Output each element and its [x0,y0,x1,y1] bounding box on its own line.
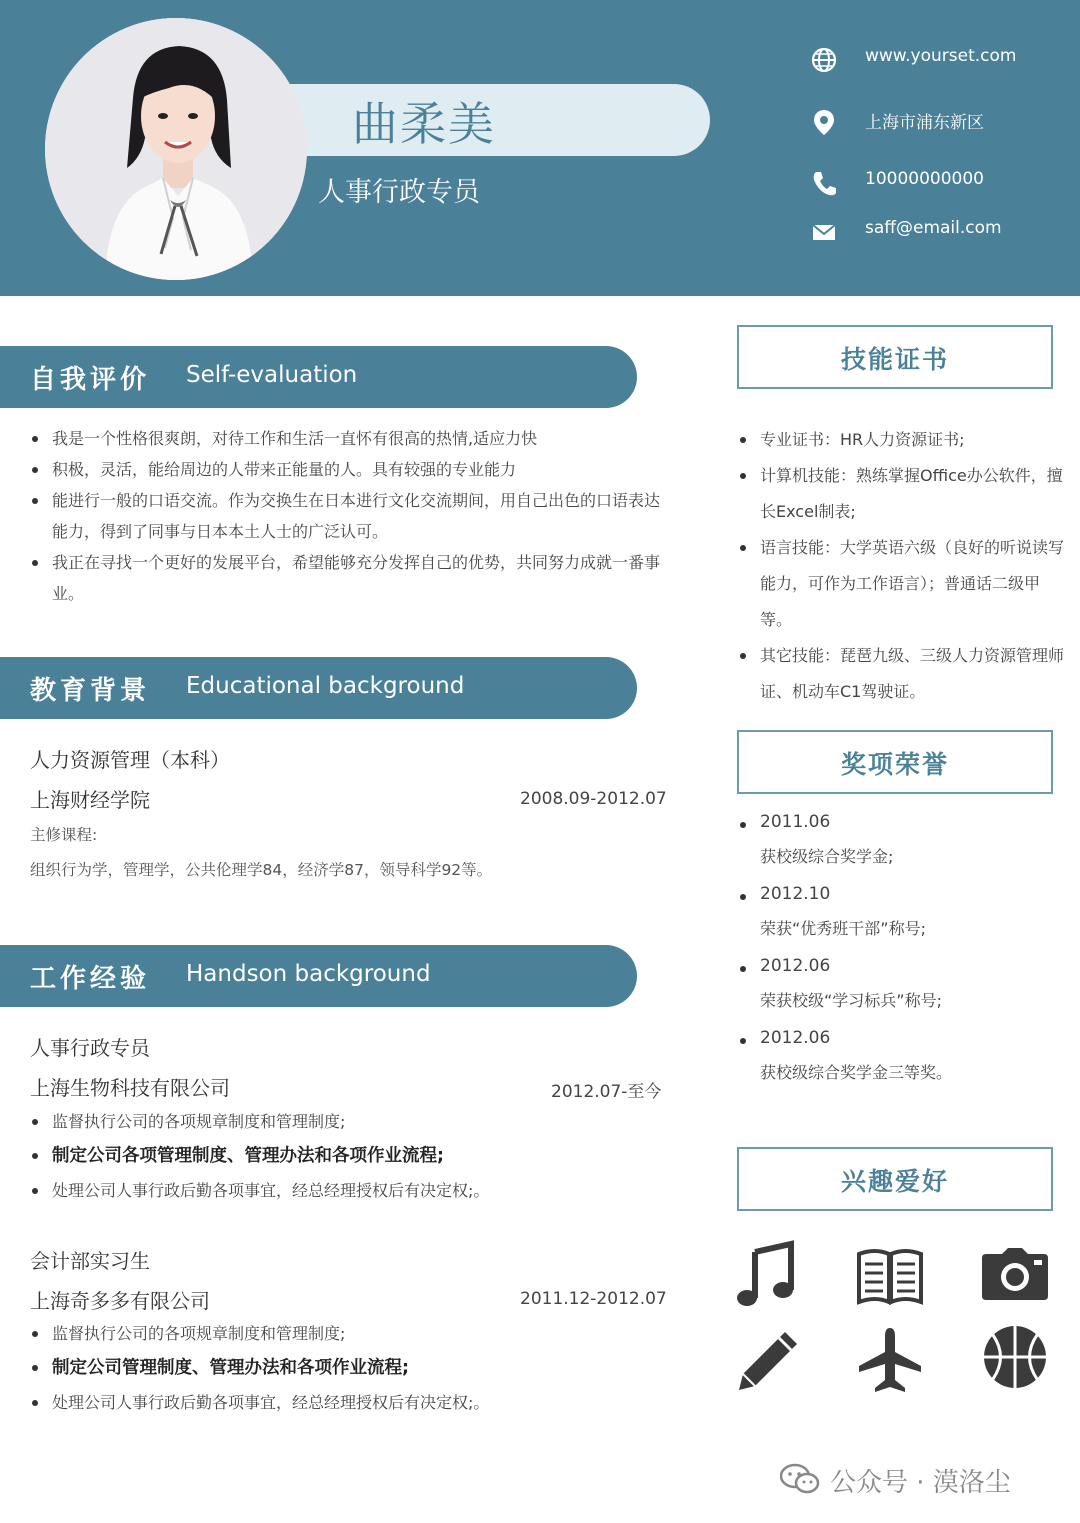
email-text: saff@email.com [865,218,1002,238]
education-header [0,657,637,719]
music-note-icon [733,1240,803,1310]
skills-list [737,422,1067,710]
self-eval-header [0,346,637,408]
website-text: www.yourset.com [865,46,1017,66]
address-text: 上海市浦东新区 [865,113,984,133]
list-item: 积极，灵活，能给周边的人带来正能量的人。具有较强的专业能力 [30,454,660,485]
self-eval-list [30,423,660,609]
section-title-zh: 工作经验 [30,964,151,994]
profile-name: 曲柔美 [352,97,496,151]
list-item: 语言技能：大学英语六级（良好的听说读写能力，可作为工作语言）；普通话二级甲等。 [737,530,1067,638]
award-desc: 获校级综合奖学金; [760,847,894,866]
wechat-icon [780,1462,820,1496]
award-desc: 荣获校级“学习标兵”称号; [760,991,942,1010]
awards-box [737,730,1053,794]
profile-title: 人事行政专员 [318,177,480,208]
award-date: 2011.06 [737,812,1057,832]
award-date: 2012.06 [737,956,1057,976]
airplane-icon [855,1326,925,1396]
list-item: 我是一个性格很爽朗，对待工作和生活一直怀有很高的热情,适应力快 [30,423,660,454]
footer-watermark [780,1460,1070,1500]
camera-icon [980,1240,1050,1310]
section-title-zh: 教育背景 [30,676,151,706]
profile-photo [45,18,307,280]
basketball-icon [980,1322,1050,1392]
skills-title: 技能证书 [840,345,949,374]
job-company: 上海生物科技有限公司 [30,1076,230,1100]
contact-address [810,102,1070,142]
section-title-en: Handson background [186,961,431,987]
job-duties-list [30,1318,660,1418]
section-title-en: Self-evaluation [186,362,358,388]
list-item: 处理公司人事行政后勤各项事宜，经总经理授权后有决定权;。 [30,1175,660,1206]
job-date: 2012.07-至今 [551,1082,662,1102]
phone-text: 10000000000 [865,169,984,189]
education-courses: 组织行为学，管理学，公共伦理学84，经济学87，领导科学92等。 [30,861,493,879]
list-item: 制定公司管理制度、管理办法和各项作业流程; [30,1349,660,1387]
list-item: 我正在寻找一个更好的发展平台，希望能够充分发挥自己的优势，共同努力成就一番事业。 [30,547,660,609]
globe-icon [810,46,838,74]
pencil-icon [733,1326,803,1396]
book-icon [855,1240,925,1310]
list-item: 专业证书：HR人力资源证书; [737,422,1067,458]
list-item: 能进行一般的口语交流。作为交换生在日本进行文化交流期间，用自己出色的口语表达能力，得到了同事与日本本土人士的广泛认可。 [30,485,660,547]
list-item: 其它技能：琵琶九级、三级人力资源管理师证、机动车C1驾驶证。 [737,638,1067,710]
contact-phone [810,163,1070,203]
education-school: 上海财经学院 [30,788,150,812]
section-title-en: Educational background [186,673,465,699]
education-major: 人力资源管理（本科） [30,748,230,772]
section-title-zh: 自我评价 [30,365,151,395]
job-position: 会计部实习生 [30,1249,150,1273]
contact-website [810,40,1070,80]
award-date: 2012.10 [737,884,1057,904]
list-item: 处理公司人事行政后勤各项事宜，经总经理授权后有决定权;。 [30,1387,660,1418]
award-item [737,884,1057,939]
list-item: 监督执行公司的各项规章制度和管理制度; [30,1106,660,1137]
education-date: 2008.09-2012.07 [520,789,667,809]
award-item [737,812,1057,867]
hobbies-box [737,1147,1053,1211]
list-item: 制定公司各项管理制度、管理办法和各项作业流程; [30,1137,660,1175]
envelope-icon [810,218,838,246]
skills-box [737,325,1053,389]
location-pin-icon [810,108,838,136]
award-desc: 获校级综合奖学金三等奖。 [760,1063,953,1082]
awards-title: 奖项荣誉 [840,750,949,779]
award-desc: 荣获“优秀班干部”称号; [760,919,926,938]
job-company: 上海奇多多有限公司 [30,1289,210,1313]
list-item: 计算机技能：熟练掌握Office办公软件，擅长Excel制表; [737,458,1067,530]
list-item: 监督执行公司的各项规章制度和管理制度; [30,1318,660,1349]
job-duties-list [30,1106,660,1206]
award-date: 2012.06 [737,1028,1057,1048]
hobbies-title: 兴趣爱好 [840,1167,949,1196]
phone-icon [810,169,838,197]
education-courses-label: 主修课程: [30,826,98,844]
work-header [0,945,637,1007]
footer-text: 公众号 · 漠洛尘 [830,1468,1011,1498]
award-item [737,1028,1057,1083]
job-date: 2011.12-2012.07 [520,1289,667,1309]
award-item [737,956,1057,1011]
job-position: 人事行政专员 [30,1036,150,1060]
contact-email [810,212,1070,252]
person-portrait-icon [45,18,307,280]
